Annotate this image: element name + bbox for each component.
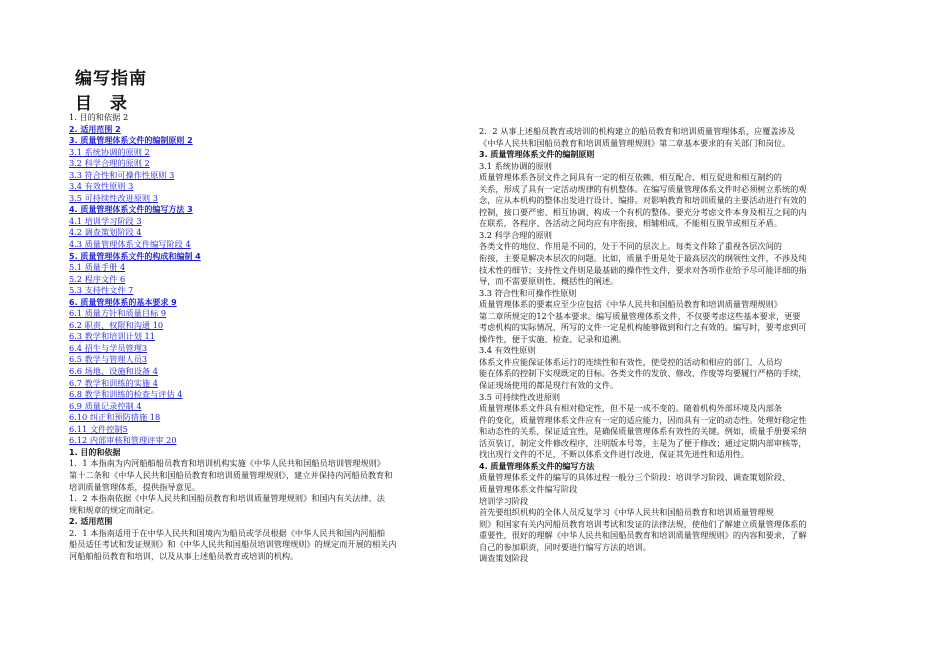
text-line: 质量管理体系各层文件之间具有一定的相互依赖、相互配合、相互促进和相互制约的 bbox=[479, 172, 782, 183]
toc-link[interactable]: 4.1 培训学习阶段 3 bbox=[69, 215, 142, 226]
page-title: 编写指南 bbox=[75, 69, 147, 89]
text-line: 第十二条和《中华人民共和国船员教育和培训质量管理规则》，建立并保持内河船员教育和 bbox=[69, 469, 393, 480]
text-line: 2．2 从事上述船员教育或培训的机构建立的船员教育和培训质量管理体系，应覆盖涉及 bbox=[479, 126, 795, 136]
toc-link[interactable]: 6.2 职责、权限和沟通 10 bbox=[69, 319, 164, 330]
toc-link[interactable]: 4.3 质量管理体系文件编写阶段 4 bbox=[69, 239, 191, 250]
toc-link[interactable]: 5.2 程序文件 6 bbox=[69, 273, 126, 284]
text-line: 船员适任考试和发证规则》和《中华人民共和国船员培训管理规则》的规定而开展的相关内 bbox=[69, 539, 397, 550]
text-line: 培训质量管理体系，提供指导意见。 bbox=[69, 481, 201, 492]
text-line: 则》和国家有关内河船员教育培训考试和发证的法律法规，使他们了解建立质量管理体系的 bbox=[479, 518, 807, 529]
toc-link[interactable]: 6.11 文件控制5 bbox=[69, 423, 128, 434]
toc-link[interactable]: 3. 质量管理体系文件的编制原则 2 bbox=[69, 136, 193, 146]
toc-link[interactable]: 3.5 可持续性改进原则 3 bbox=[69, 192, 158, 203]
text-line: 4. 质量管理体系文件的编写方法 bbox=[479, 461, 595, 471]
toc-link[interactable]: 5.3 支持性文件 7 bbox=[69, 285, 134, 296]
text-line: 首先要组织机构的全体人员反复学习《中华人民共和国船员教育和培训质量管理规 bbox=[479, 507, 774, 518]
text-line: 导，而不需要原则性、概括性的阐述。 bbox=[479, 276, 619, 287]
text-line: 1. 目的和依据 2 bbox=[69, 112, 129, 122]
text-line: 2．1 本指南适用于在中华人民共和国境内为船员或学员根据《中华人民共和国内河船舶 bbox=[69, 527, 385, 538]
toc-link[interactable]: 6.9 质量记录控制 4 bbox=[69, 400, 142, 411]
text-line: 活页装订，制定文件修改程序，注明版本号等，主是为了便于修改；通过定期内部审核等， bbox=[479, 437, 807, 448]
toc-link[interactable]: 3.4 有效性原则 3 bbox=[69, 181, 134, 192]
right-column bbox=[479, 126, 879, 565]
text-line: 找出现行文件的不足，不断以体系文件进行改进，保证其先进性和适用性。 bbox=[479, 449, 750, 460]
toc-link[interactable]: 6. 质量管理体系的基本要求 9 bbox=[69, 297, 177, 307]
text-line: 考虑机构的实际情况，所写的文件一定是机构能够做到和行之有效的。编写时，要考虑到可 bbox=[479, 322, 807, 333]
text-line: 3.2 科学合理的原则 bbox=[479, 229, 552, 240]
toc-link[interactable]: 4. 质量管理体系文件的编写方法 3 bbox=[69, 205, 193, 215]
toc-link[interactable]: 3.2 科学合理的原则 2 bbox=[69, 158, 150, 169]
text-line: 自己的参加职责，同时要进行编写方法的培训。 bbox=[479, 541, 651, 552]
toc-link[interactable]: 6.6 场地、设施和设备 4 bbox=[69, 366, 158, 377]
text-line: 3.3 符合性和可操作性原则 bbox=[479, 287, 577, 298]
text-line: 2. 适用范围 bbox=[69, 517, 113, 527]
text-line: 3. 质量管理体系文件的编制原则 bbox=[479, 150, 595, 160]
toc-link[interactable]: 6.1 质量方针和质量目标 9 bbox=[69, 308, 167, 319]
text-line: 河船舶船员教育和培训，以及从事上述船员教育或培训的机构。 bbox=[69, 550, 299, 561]
text-line: 重要性，很好的理解《中华人民共和国船员教育和培训质量管理规则》的内容和要求，了解 bbox=[479, 530, 807, 541]
text-line: 体系文件应能保证体系运行的连续性和有效性，使受控的活动和相应的部门、人员均 bbox=[479, 356, 782, 367]
text-line: 能在体系的控制下实现既定的目标。各类文件的发放、修改、作废等均要履行严格的手续， bbox=[479, 368, 807, 379]
text-line: 操作性，便于实施、检查、记录和追溯。 bbox=[479, 333, 627, 344]
text-line: 和动态性的关系，保证适宜性，是确保质量管理体系有效性的关键。例如，质量手册要采纳 bbox=[479, 426, 807, 437]
text-line: 1．1 本指南为内河船舶船员教育和培训机构实施《中华人民共和国船员培训管理规则》 bbox=[69, 458, 385, 469]
text-line: 规和规章的规定而制定。 bbox=[69, 504, 160, 515]
text-line: 质量管理体系文件编写阶段 bbox=[479, 483, 578, 494]
text-line: 关系，形成了具有一定活动规律的有机整体。在编写质量管理体系文件时必须树立系统的观 bbox=[479, 183, 807, 194]
toc-link[interactable]: 6.7 教学和训练的实施 4 bbox=[69, 377, 158, 388]
toc-link[interactable]: 3.3 符合性和可操作性原则 3 bbox=[69, 169, 175, 180]
left-column bbox=[69, 112, 469, 562]
text-line: 质量管理体系的要素应至少应包括《中华人民共和国船员教育和培训质量管理规则》 bbox=[479, 299, 782, 310]
text-line: 控制，接口要严密、相互协调、构成一个有机的整体。要充分考虑文件本身及相互之间的内 bbox=[479, 206, 807, 217]
text-line: 件的变化，质量管理体系文件应有一定的适应能力，因而具有一定的动态性。处理好稳定性 bbox=[479, 414, 807, 425]
text-line: 第二章所规定的12个基本要求。编写质量管理体系文件，不仅要考虑这些基本要求，更要 bbox=[479, 310, 801, 321]
text-line: 技术性的细节；支持性文件则是最基础的操作性文件，要求对各项作业给予尽可能详细的指 bbox=[479, 264, 807, 275]
toc-link[interactable]: 6.3 教学和培训计划 11 bbox=[69, 331, 155, 342]
text-line: 在联系，各程序、各活动之间均应有序衔接，相辅相成，不能相互脱节或相互矛盾。 bbox=[479, 218, 782, 229]
toc-link[interactable]: 6.5 教学与管理人员3 bbox=[69, 354, 148, 365]
text-line: 调查策划阶段 bbox=[479, 553, 529, 564]
toc-link[interactable]: 6.12 内部审核和管理评审 20 bbox=[69, 435, 177, 446]
text-line: 《中华人民共和国船员教育和培训质量管理规则》第二章基本要求的有关部门和岗位。 bbox=[479, 137, 791, 148]
toc-link[interactable]: 6.4 招生与学员管理3 bbox=[69, 342, 148, 353]
toc-link[interactable]: 6.10 纠正和预防措施 18 bbox=[69, 412, 161, 423]
text-line: 培训学习阶段 bbox=[479, 495, 529, 506]
text-line: 质量管理体系文件具有相对稳定性，但不是一成不变的。随着机构外部环境及内部条 bbox=[479, 403, 782, 414]
text-line: 保证现场使用的都是现行有效的文件。 bbox=[479, 380, 619, 391]
text-line: 衔接，主要是解决本层次的问题。比如，质量手册是处于最高层次的纲领性文件，不涉及纯 bbox=[479, 253, 807, 264]
text-line: 3.4 有效性原则 bbox=[479, 345, 536, 356]
toc-link[interactable]: 2. 适用范围 2 bbox=[69, 124, 121, 134]
toc-link[interactable]: 4.2 调查策划阶段 4 bbox=[69, 227, 142, 238]
toc-link[interactable]: 3.1 系统协调的原则 2 bbox=[69, 146, 150, 157]
toc-title: 目 录 bbox=[75, 94, 133, 114]
text-line: 1．2 本指南依据《中华人民共和国船员教育和培训质量管理规则》和国内有关法律、法 bbox=[69, 493, 385, 504]
toc-link[interactable]: 5. 质量管理体系文件的构成和编制 4 bbox=[69, 251, 201, 261]
text-line: 各类文件的地位、作用是不同的，处于不同的层次上。每类文件除了重视各层次间的 bbox=[479, 241, 782, 252]
text-line: 3.1 系统协调的原则 bbox=[479, 160, 552, 171]
toc-link[interactable]: 5.1 质量手册 4 bbox=[69, 262, 126, 273]
toc-link[interactable]: 6.8 教学和训练的检查与评估 4 bbox=[69, 389, 183, 400]
text-line: 3.5 可持续性改进原则 bbox=[479, 391, 561, 402]
text-line: 念，应从本机构的整体出发进行设计、编排。对影响教育和培训质量的主要活动进行有效的 bbox=[479, 195, 807, 206]
text-line: 质量管理体系文件的编写的具体过程一般分三个阶段：培训学习阶段、调查策划阶段、 bbox=[479, 472, 791, 483]
text-line: 1. 目的和依据 bbox=[69, 447, 121, 457]
